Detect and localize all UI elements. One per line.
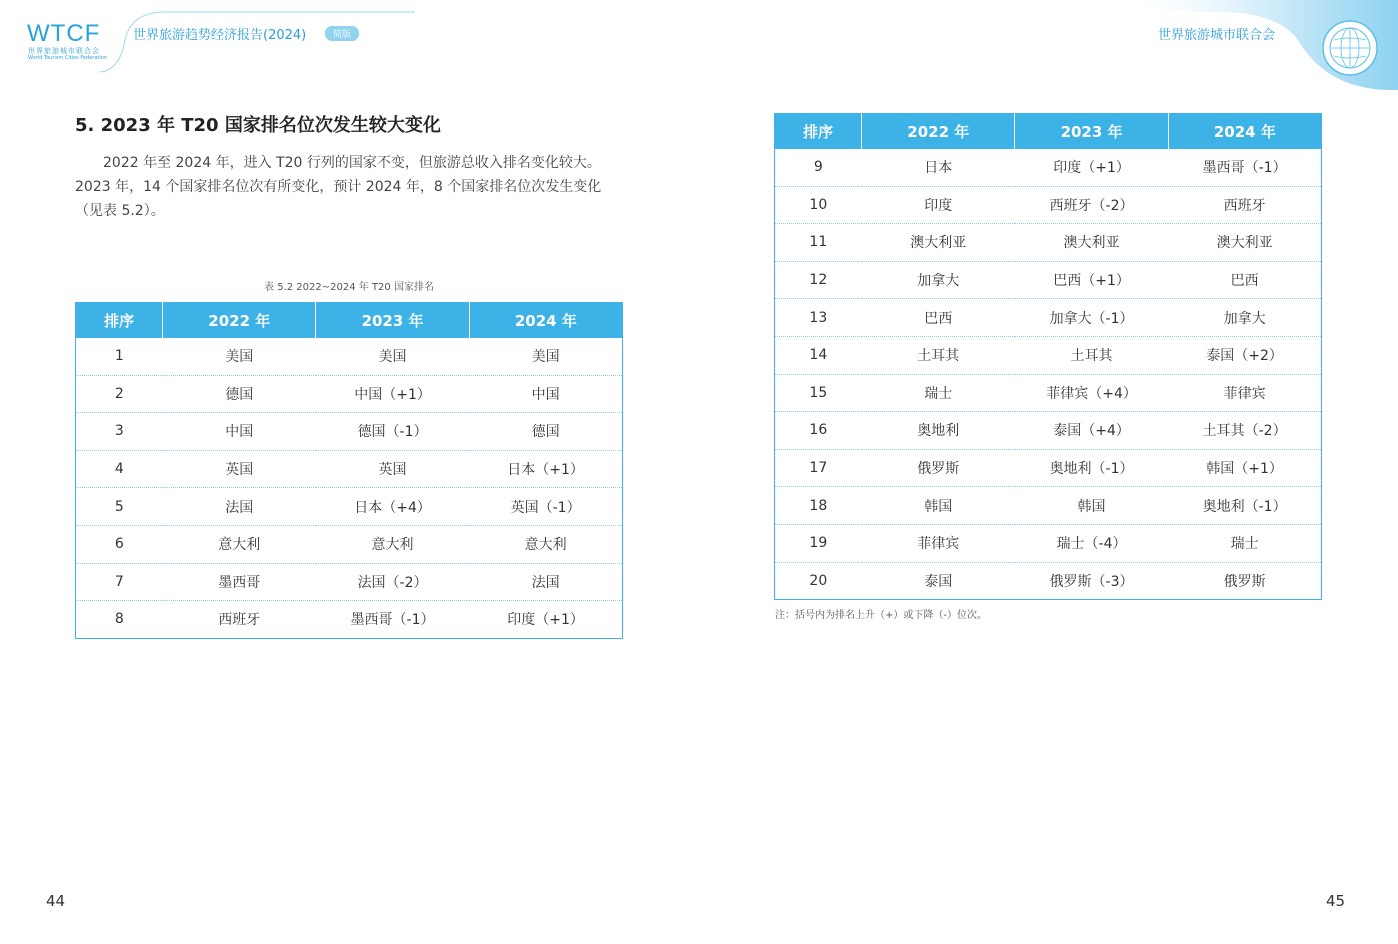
cell-2023: 英国 [316, 450, 469, 488]
table-caption: 表 5.2 2022~2024 年 T20 国家排名 [264, 282, 434, 293]
cell-rank: 20 [809, 572, 828, 589]
cell-2022: 奥地利 [862, 412, 1015, 450]
cell-rank: 8 [114, 611, 124, 628]
header-2024: 2024 年 [1168, 114, 1321, 150]
table-row [775, 449, 1322, 487]
cell-2023: 菲律宾（+4） [1015, 374, 1168, 412]
cell-rank: 10 [775, 186, 862, 224]
table-row [775, 261, 1322, 299]
wtcf-logo: WTCF [27, 20, 101, 47]
cell-2024: 加拿大 [1168, 299, 1321, 337]
table-row [76, 375, 623, 413]
cell-rank: 2 [76, 375, 163, 413]
logo-cn-text: 世界旅游城市联合会 [28, 47, 100, 55]
table-body-left [76, 338, 623, 638]
cell-2022: 西班牙 [218, 612, 261, 629]
cell-2022: 印度 [862, 186, 1015, 224]
cell-2024: 美国 [469, 338, 622, 375]
report-title: 世界旅游趋势经济报告(2024) [133, 28, 307, 43]
cell-2023: 澳大利亚 [1015, 224, 1168, 262]
table-row [775, 412, 1322, 450]
table-row [76, 413, 623, 451]
cell-rank: 7 [76, 563, 163, 601]
ranking-table-part-2 [774, 113, 1322, 600]
edition-badge: 简版 [325, 26, 359, 41]
cell-2022: 意大利 [163, 525, 316, 563]
cell-2024: 奥地利（-1） [1168, 487, 1321, 525]
table-row [775, 224, 1322, 262]
cell-2024: 英国（-1） [469, 488, 622, 526]
cell-2022: 俄罗斯 [862, 449, 1015, 487]
table-row [76, 450, 623, 488]
section-title: 5. 2023 年 T20 国家排名位次发生较大变化 [75, 115, 441, 136]
cell-rank: 4 [76, 450, 163, 488]
page-number-right: 45 [1326, 892, 1346, 910]
cell-2023: 墨西哥（-1） [350, 612, 435, 629]
cell-2023: 法国（-2） [316, 563, 469, 601]
table-row [76, 601, 623, 639]
logo-en-text: World Tourism Cities Federation [28, 55, 107, 61]
cell-rank: 15 [775, 374, 862, 412]
cell-2024: 土耳其（-2） [1168, 412, 1321, 450]
cell-2024: 澳大利亚 [1168, 224, 1321, 262]
cell-2024: 西班牙 [1168, 186, 1321, 224]
cell-2023: 土耳其 [1015, 336, 1168, 374]
table-row [76, 525, 623, 563]
table-row [76, 488, 623, 526]
table-row [775, 186, 1322, 224]
table-header-row [76, 303, 623, 339]
table-row [775, 487, 1322, 525]
header-left [0, 0, 420, 80]
cell-2023: 加拿大（-1） [1015, 299, 1168, 337]
cell-rank: 13 [775, 299, 862, 337]
cell-2023: 意大利 [316, 525, 469, 563]
cell-2024: 法国 [469, 563, 622, 601]
page-number-left: 44 [46, 892, 66, 910]
cell-2023: 奥地利（-1） [1015, 449, 1168, 487]
cell-rank: 1 [76, 338, 163, 375]
cell-2023: 韩国 [1015, 487, 1168, 525]
header-2022: 2022 年 [862, 114, 1015, 150]
org-name: 世界旅游城市联合会 [1158, 28, 1276, 43]
cell-2024: 泰国（+2） [1168, 336, 1321, 374]
cell-2022: 英国 [163, 450, 316, 488]
cell-2024: 意大利 [469, 525, 622, 563]
cell-2023: 泰国（+4） [1015, 412, 1168, 450]
cell-rank: 6 [76, 525, 163, 563]
cell-2022: 韩国 [862, 487, 1015, 525]
body-paragraph: 2022 年至 2024 年，进入 T20 行列的国家不变，但旅游总收入排名变化较大。2023 年，14 个国家排名位次有所变化，预计 2024 年，8 个国家排名位次发生变化（见表 5.2）。 [75, 155, 602, 219]
cell-2022: 法国 [163, 488, 316, 526]
globe-logo-icon [1322, 20, 1378, 76]
cell-2024: 瑞士 [1168, 524, 1321, 562]
cell-rank: 18 [775, 487, 862, 525]
cell-2023: 日本（+4） [316, 488, 469, 526]
ranking-table-part-1 [75, 302, 623, 639]
table-row [775, 299, 1322, 337]
cell-rank: 14 [775, 336, 862, 374]
cell-2024: 俄罗斯 [1223, 573, 1266, 590]
cell-2023: 中国（+1） [316, 375, 469, 413]
cell-2024: 韩国（+1） [1168, 449, 1321, 487]
cell-2023: 巴西（+1） [1015, 261, 1168, 299]
table-header-row [775, 114, 1322, 150]
cell-2022: 美国 [163, 338, 316, 375]
cell-2023: 西班牙（-2） [1015, 186, 1168, 224]
header-2022: 2022 年 [163, 303, 316, 339]
table-row [76, 563, 623, 601]
cell-2022: 瑞士 [862, 374, 1015, 412]
cell-rank: 12 [775, 261, 862, 299]
cell-2022: 德国 [163, 375, 316, 413]
cell-2022: 澳大利亚 [862, 224, 1015, 262]
cell-2024: 墨西哥（-1） [1168, 149, 1321, 186]
cell-2022: 菲律宾 [862, 524, 1015, 562]
cell-2024: 德国 [469, 413, 622, 451]
cell-2022: 墨西哥 [163, 563, 316, 601]
table-row [775, 336, 1322, 374]
cell-2024: 巴西 [1168, 261, 1321, 299]
table-row [76, 338, 623, 375]
cell-2024: 日本（+1） [469, 450, 622, 488]
cell-2024: 菲律宾 [1168, 374, 1321, 412]
cell-2023: 德国（-1） [316, 413, 469, 451]
cell-2022: 巴西 [862, 299, 1015, 337]
table-note: 注：括号内为排名上升（+）或下降（-）位次。 [775, 610, 987, 621]
cell-2022: 加拿大 [862, 261, 1015, 299]
table-row [775, 149, 1322, 186]
cell-2023: 俄罗斯（-3） [1049, 573, 1134, 590]
cell-2024: 印度（+1） [507, 612, 584, 629]
header-rank: 排序 [76, 303, 163, 339]
table-row [775, 374, 1322, 412]
table-row [775, 562, 1322, 600]
cell-2022: 日本 [862, 149, 1015, 186]
cell-2022: 土耳其 [862, 336, 1015, 374]
cell-2023: 印度（+1） [1015, 149, 1168, 186]
cell-rank: 17 [775, 449, 862, 487]
cell-2022: 中国 [163, 413, 316, 451]
cell-rank: 11 [775, 224, 862, 262]
header-2023: 2023 年 [316, 303, 469, 339]
cell-rank: 19 [775, 524, 862, 562]
header-rank: 排序 [775, 114, 862, 150]
header-2023: 2023 年 [1015, 114, 1168, 150]
table-body-right [775, 149, 1322, 600]
cell-2022: 泰国 [924, 573, 953, 590]
cell-rank: 5 [76, 488, 163, 526]
cell-2024: 中国 [469, 375, 622, 413]
table-row [775, 524, 1322, 562]
cell-2023: 瑞士（-4） [1015, 524, 1168, 562]
cell-rank: 9 [775, 149, 862, 186]
header-2024: 2024 年 [469, 303, 622, 339]
cell-2023: 美国 [316, 338, 469, 375]
cell-rank: 16 [775, 412, 862, 450]
cell-rank: 3 [76, 413, 163, 451]
